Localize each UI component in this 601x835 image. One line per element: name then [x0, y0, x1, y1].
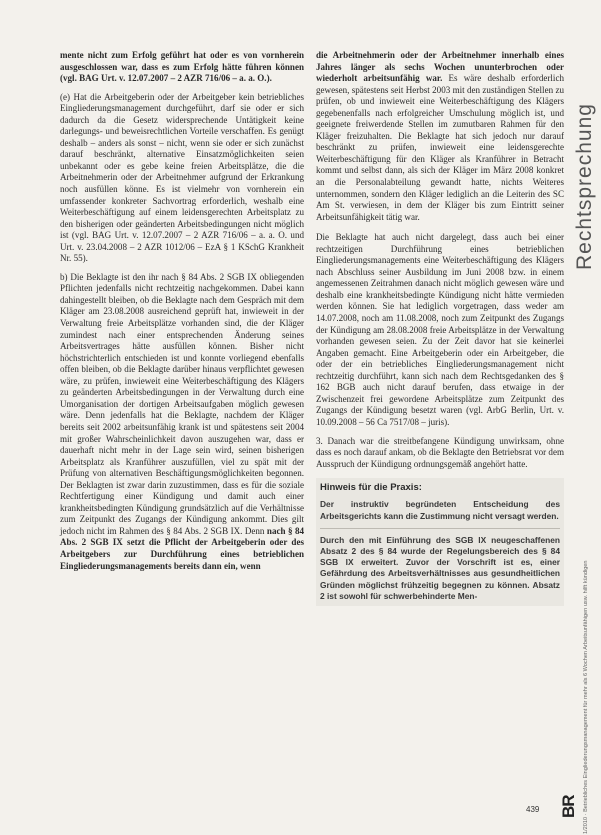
paragraph-e: (e) Hat die Arbeitgeberin oder der Arbeitgeber kein betriebliches Eingliederungsmanagement durchgeführt, darf sie oder er sich dadurch da die Gesetz widersprechende Untätigkeit keine darlegungs- und beweisrechtlichen Vorteile verschaffen. Es genügt deshalb – anders als sonst – nicht, wenn sie oder er sich zunächst darauf beschränkt, alternative Einsatzmöglichkeiten seien unbekannt oder es gebe keine freien Arbeitsplätze, die die Arbeitnehmerin oder der Arbeitnehmer aufgrund der Erkrankung noch ausfüllen könne. Es ist vielmehr von vornherein ein umfassender konkreter Sachvortrag erforderlich, weshalb eine Weiterbeschäftigung auf einem leidensgerechten Arbeitsplatz zu den bisherigen oder geänderten Arbeitsbedingungen nicht möglich ist (vgl. BAG Urt. v. 12.07.2007 – 2 AZR 716/06 – a. a. O. und Urt. v. 23.04.2008 – 2 AZR 1012/06 – EzA § 1 KSchG Krankheit Nr. 55).: [60, 91, 304, 264]
journal-logo: [559, 770, 579, 818]
paragraph-conclusion: 3. Danach war die streitbefangene Kündigung unwirksam, ohne dass es noch darauf ankam, ob die Beklagte den Betriebsrat vor dem Ausspruch der Kündigung ordnungsgemäß angehört hatte.: [316, 435, 564, 469]
hint-lead: Der instruktiv begründeten Entscheidung des Arbeitsgerichts kann die Zustimmung nicht versagt werden.: [320, 499, 560, 528]
paragraph-text: mente nicht zum Erfolg geführt hat oder es von vornherein ausgeschlossen war, dass es zum Erfolg hätte führen können (vgl. BAG Urt. v. 12.07.2007 – 2 AZR 716/06 – a. a. O.).: [60, 50, 304, 84]
paragraph-b-text: b) Die Beklagte ist den ihr nach § 84 Abs. 2 SGB IX obliegenden Pflichten jedenfalls nicht rechtzeitig nachgekommen. Dabei kann dahingestellt bleiben, ob die Beklagte nach dem Gespräch mit dem Kläger am 23.08.2008 ausreichend geprüft hat, inwieweit in der Verwaltung freie Arbeitsplätze vorhanden sind, die der Kläger zumindest nach einer entsprechenden Änderung seines Arbeitsvertrages hätte ausfüllen können. Bisher nicht höchstrichterlich entschieden ist und konnte vorliegend ebenfalls offen bleiben, ob die Beklagte darüber hinaus verpflichtet gewesen wäre, zu prüfen, inwieweit eine Weiterbeschäftigung des Klägers zu geänderten Arbeitsbedingungen in der Verwaltung durch eine Umorganisation der dortigen Arbeitsaufgaben möglich gewesen wäre. Denn jedenfalls hat die Beklagte, nachdem der Kläger bereits seit 2002 arbeitsunfähig krank ist und spätestens seit 2004 mit großer Wahrscheinlichkeit davon auszugehen war, dass er dauerhaft nicht mehr in der Lage sein wird, seinen bisherigen Arbeitsplatz als Kranführer auszufüllen, viel zu spät mit der Prüfung von alternativen Beschäftigungsmöglichkeiten begonnen. Der Beklagten ist zwar darin zuzustimmen, dass es für die soziale Rechtfertigung einer Kündigung und damit auch einer krankheitsbedingten Kündigung grundsätzlich auf die Verhältnisse zum Zeitpunkt des Zugangs der Kündigung ankommt. Dies gilt jedoch nicht im Rahmen des § 84 Abs. 2 SGB IX. Denn: [60, 271, 304, 536]
left-column: [60, 50, 304, 579]
paragraph-text: Es wäre deshalb erforderlich gewesen, spätestens seit Herbst 2003 mit den zuständigen Stellen zu prüfen, ob und inwieweit eine Weiterbeschäftigung des Klägers gegebenenfalls nach erfolgreicher Umschulung möglich ist, und geeignete freiwerdende Stellen im zumutbaren Rahmen für den Kläger freizuhalten. Die Beklagte hat sich jedoch nur darauf beschränkt zu prüfen, inwieweit eine leidensgerechte Weiterbeschäftigung für den Kläger als Kranführer in Betracht kommt und selbst dann, als sich der Kläger im März 2008 konkret an die Personalabteilung gewandt hatte, nichts Weiteres unternommen, sondern den Kläger lediglich an die Leiterin des SC Am St. verwiesen, in dem der Kläger bis zum Eintritt seiner Arbeitsunfähigkeit tätig war.: [316, 73, 564, 222]
section-title-text: Rechtsprechung: [573, 103, 596, 270]
paragraph-b-bold: nach § 84 Abs. 2 SGB IX setzt die Pflicht der Arbeitgeberin oder des Arbeitgebers zur Durchführung eines betrieblichen Eingliederungsmanagements bereits dann ein, wenn: [60, 525, 305, 571]
right-column: [316, 50, 564, 606]
practice-hint-box: [316, 478, 564, 606]
paragraph-continuation: [60, 50, 304, 85]
hint-body: Durch den mit Einführung des SGB IX neugeschaffenen Absatz 2 des § 84 wurde der Regelungsbereich des § 84 SGB IX erweitert. Zuvor der Vorschrift ist es, einer Gefährdung des Arbeitsverhältnisses aus gesundheitlichen Gründen möglichst frühzeitig begegnen zu können. Absatz 2 ist sowohl für schwerbehinderte Men-: [320, 534, 560, 601]
paragraph-bold-lead: die Arbeitnehmerin oder der Arbeitnehmer innerhalb eines Jahres länger als sechs Wochen ununterbrochen oder wiederholt arbeitsunfähig war.: [316, 50, 564, 84]
paragraph-b: [60, 272, 304, 572]
side-note-text: 1/2010 · Betriebliches Eingliederungsmanagement für mehr als 6 Wochen Arbeitsunfähigen usw. hilft kündigen: [583, 560, 589, 834]
paragraph-burden: Die Beklagte hat auch nicht dargelegt, dass auch bei einer rechtzeitigen Durchführung eines betrieblichen Eingliederungsmanagements eine Weiterbeschäftigung des Klägers nach Abschluss seiner Ausbildung im Juni 2008 bzw. in einem angemessenen Zeitrahmen danach nicht möglich gewesen wäre und deshalb eine krankheitsbedingte Kündigung nicht hätte vermieden werden können. Sie hat lediglich vorgetragen, dass weder am 14.07.2008, noch am 11.08.2008, noch zum Zeitpunkt des Zugangs der Kündigung am 28.08.2008 freie Arbeitsplätze in der Verwaltung vorhanden gewesen seien. Zu der Zeit davor hat sie keinerlei Angaben gemacht. Eine Arbeitgeberin oder ein Arbeitgeber, die oder der ein betriebliches Eingliederungsmanagement nicht rechtzeitig durchführt, kann sich nach dem Rechtsgedanken des § 162 BGB auch nicht darauf berufen, dass etwaige in der Zwischenzeit frei gewordene Arbeitsplätze zum Zeitpunkt des Zugangs der Kündigung besetzt waren (vgl. ArbG Berlin, Urt. v. 10.09.2008 – 56 Ca 7517/08 – juris).: [316, 232, 564, 427]
hint-title: Hinweis für die Praxis:: [320, 482, 422, 494]
page-number: 439: [526, 805, 540, 814]
paragraph-continuation-right: [316, 50, 564, 223]
logo-text: BR: [559, 795, 578, 818]
